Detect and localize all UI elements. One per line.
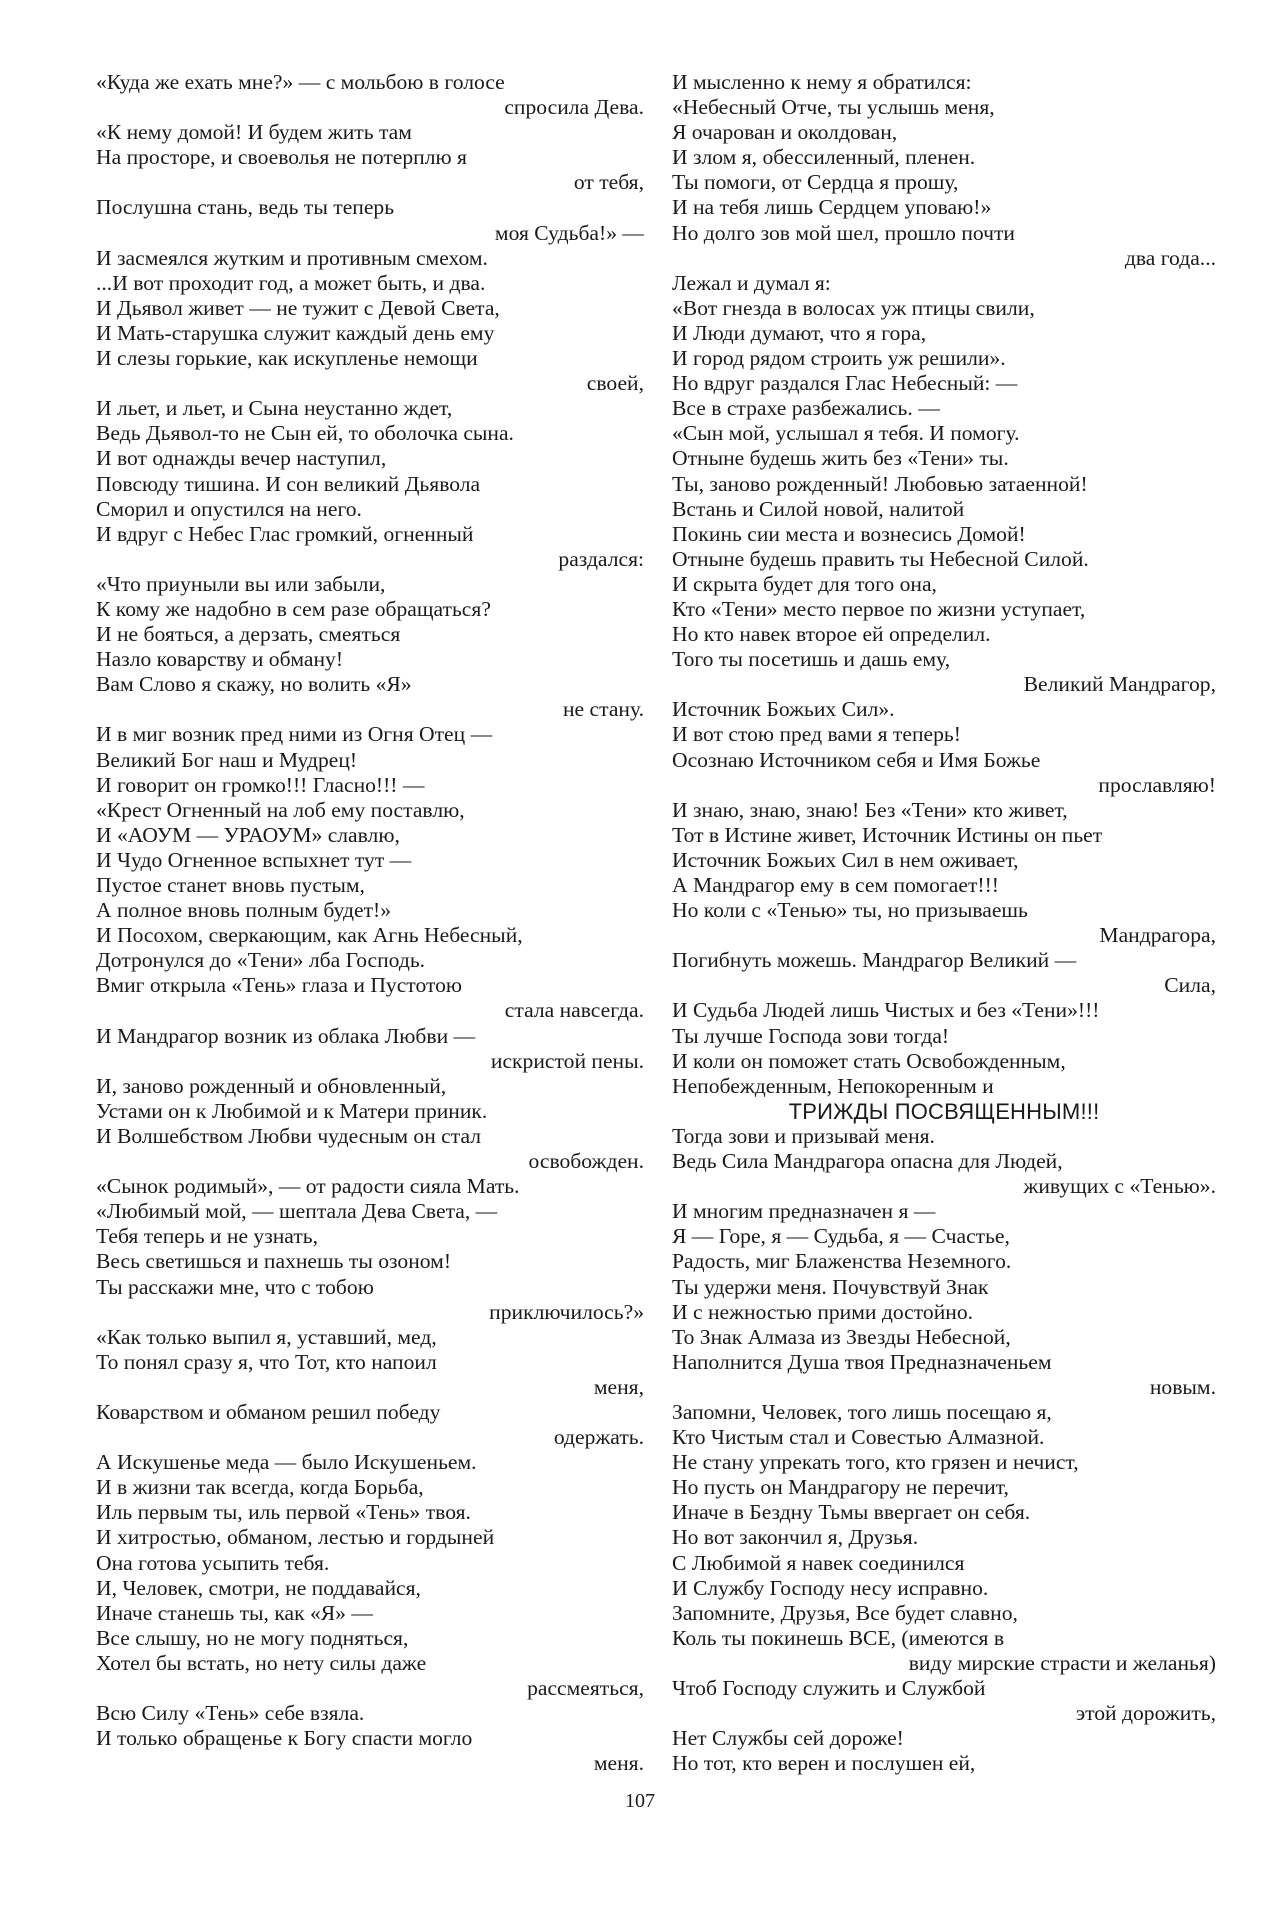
- text-line: И Мандрагор возник из облака Любви —: [96, 1023, 476, 1048]
- text-line: Запомните, Друзья, Все будет славно,: [672, 1600, 1018, 1625]
- text-line: Все в страхе разбежались. —: [672, 396, 940, 421]
- text-line: «Куда же ехать мне?» — с мольбою в голосе: [96, 70, 505, 94]
- text-line: «К нему домой! И будем жить там: [96, 120, 412, 145]
- text-line: Дотронулся до «Тени» лба Господь.: [96, 948, 426, 973]
- text-line: Весь светишься и пахнешь ты озоном!: [96, 1249, 452, 1274]
- text-line: И Посохом, сверкающим, как Агнь Небесный,: [96, 923, 523, 948]
- text-line: И в миг возник пред ними из Огня Отец —: [96, 722, 493, 747]
- text-line: Наполнится Душа твоя Предназначеньем: [672, 1349, 1052, 1374]
- text-line: Иль первым ты, иль первой «Тень» твоя.: [96, 1500, 471, 1525]
- text-line: «Крест Огненный на лоб ему поставлю,: [96, 797, 465, 822]
- text-line: Запомни, Человек, того лишь посещаю я,: [672, 1399, 1052, 1424]
- text-line: Источник Божьих Сил».: [672, 697, 895, 722]
- text-line: Источник Божьих Сил в нем оживает,: [672, 847, 1019, 872]
- text-line: На просторе, и своеволья не потерплю я: [96, 145, 467, 170]
- text-line: То понял сразу я, что Тот, кто напоил: [96, 1349, 437, 1374]
- text-line: К кому же надобно в сем разе обращаться?: [96, 596, 491, 621]
- text-line: Погибнуть можешь. Мандрагор Великий —: [672, 948, 1077, 973]
- text-line: Все слышу, но не могу подняться,: [96, 1625, 409, 1650]
- page-number: 107: [625, 1790, 655, 1812]
- left-text-column: [96, 70, 644, 1776]
- text-line: Иначе в Бездну Тьмы ввергает он себя.: [672, 1500, 1031, 1525]
- text-line: И в жизни так всегда, когда Борьба,: [96, 1475, 424, 1500]
- text-line: И коли он поможет стать Освобожденным,: [672, 1048, 1066, 1073]
- text-line: спросила Дева.: [504, 95, 644, 120]
- text-line: меня,: [593, 1374, 644, 1399]
- text-line: прославляю!: [1098, 772, 1216, 797]
- text-line: А Мандрагор ему в сем помогает!!!: [672, 873, 999, 897]
- text-line: новым.: [1149, 1374, 1216, 1399]
- text-line: И Дьявол живет — не тужит с Девой Света,: [96, 295, 500, 320]
- text-line: Но вот закончил я, Друзья.: [672, 1525, 919, 1550]
- text-line: живущих с «Тенью».: [1023, 1174, 1216, 1199]
- text-line: Хотел бы встать, но нету силы даже: [96, 1650, 427, 1675]
- text-line: И многим предназначен я —: [672, 1199, 936, 1224]
- text-line: Устами он к Любимой и к Матери приник.: [96, 1098, 488, 1123]
- text-line: Тебя теперь и не узнать,: [96, 1224, 319, 1249]
- text-line: Коль ты покинешь ВСЕ, (имеются в: [672, 1625, 1005, 1650]
- text-line: И «АОУМ — УРАОУМ» славлю,: [96, 822, 400, 847]
- text-line: Ты лучше Господа зови тогда!: [672, 1023, 950, 1048]
- text-line: И только обращенье к Богу спасти могло: [96, 1726, 473, 1751]
- text-line: Пустое станет вновь пустым,: [96, 873, 365, 897]
- text-line: своей,: [586, 371, 644, 396]
- text-line: «Вот гнезда в волосах уж птицы свили,: [672, 295, 1035, 320]
- text-line: И вот стою пред вами я теперь!: [672, 722, 961, 747]
- text-line: Иначе станешь ты, как «Я» —: [96, 1600, 373, 1625]
- right-text-column: [672, 70, 1216, 1776]
- text-line: Я очарован и околдован,: [672, 120, 898, 145]
- text-line: И Чудо Огненное вспыхнет тут —: [96, 847, 412, 872]
- text-line: Всю Силу «Тень» себе взяла.: [96, 1701, 365, 1726]
- text-line: И скрыта будет для того она,: [672, 571, 937, 596]
- text-line: «Как только выпил я, уставший, мед,: [96, 1324, 437, 1349]
- text-line: Тогда зови и призывай меня.: [672, 1123, 935, 1148]
- text-line: Того ты посетишь и дашь ему,: [672, 647, 951, 672]
- text-line: И Люди думают, что я гора,: [672, 320, 927, 345]
- text-line: И на тебя лишь Сердцем уповаю!»: [672, 195, 992, 220]
- text-line: Ты расскажи мне, что с тобою: [96, 1274, 374, 1299]
- text-line: Я — Горе, я — Судьба, я — Счастье,: [672, 1224, 1010, 1249]
- text-line: А Искушенье меда — было Искушеньем.: [96, 1450, 477, 1475]
- text-line: Чтоб Господу служить и Службой: [672, 1676, 986, 1700]
- text-line: Но кто навек второе ей определил.: [672, 622, 991, 647]
- text-line: этой дорожить,: [1075, 1701, 1216, 1726]
- text-line: Сила,: [1164, 973, 1216, 998]
- text-line: Ведь Дьявол-то не Сын ей, то оболочка сына.: [96, 421, 514, 446]
- text-line: Но пусть он Мандрагору не перечит,: [672, 1475, 1009, 1500]
- text-line: И льет, и льет, и Сына неустанно ждет,: [96, 396, 453, 421]
- text-line: Покинь сии места и вознесись Домой!: [672, 521, 1026, 546]
- text-line: два года...: [1124, 245, 1216, 270]
- text-line: Отныне будешь править ты Небесной Силой.: [672, 546, 1089, 571]
- text-line: Великий Мандрагор,: [1023, 672, 1216, 697]
- text-line: Кто Чистым стал и Совестью Алмазной.: [672, 1425, 1045, 1450]
- text-line: И, заново рожденный и обновленный,: [96, 1073, 447, 1098]
- text-line: И Волшебством Любви чудесным он стал: [96, 1123, 482, 1148]
- text-line: не стану.: [563, 697, 644, 722]
- text-line: И Мать-старушка служит каждый день ему: [96, 320, 495, 345]
- text-line: И Службу Господу несу исправно.: [672, 1575, 989, 1600]
- text-line: Но вдруг раздался Глас Небесный: —: [672, 371, 1018, 396]
- text-line: Тот в Истине живет, Источник Истины он пьет: [672, 822, 1103, 847]
- text-line: Ведь Сила Мандрагора опасна для Людей,: [672, 1149, 1063, 1174]
- text-line: одержать.: [553, 1425, 644, 1450]
- text-line: Не стану упрекать того, кто грязен и нечист,: [672, 1450, 1079, 1475]
- text-line: И злом я, обессиленный, пленен.: [672, 145, 976, 170]
- text-line: А полное вновь полным будет!»: [96, 898, 391, 923]
- text-line: Назло коварству и обману!: [96, 647, 344, 672]
- text-line: Встань и Силой новой, налитой: [672, 496, 965, 521]
- text-line: «Что приуныли вы или забыли,: [96, 571, 386, 596]
- text-line: ТРИЖДЫ ПОСВЯЩЕННЫМ!!!: [788, 1098, 1100, 1124]
- text-line: меня.: [593, 1751, 644, 1776]
- text-line: И знаю, знаю, знаю! Без «Тени» кто живет,: [672, 797, 1068, 822]
- text-line: Но тот, кто верен и послушен ей,: [672, 1751, 976, 1776]
- text-line: И, Человек, смотри, не поддавайся,: [96, 1575, 421, 1600]
- text-line: Коварством и обманом решил победу: [96, 1399, 441, 1424]
- text-line: Мандрагора,: [1099, 923, 1216, 948]
- text-line: Лежал и думал я:: [672, 270, 831, 295]
- text-line: виду мирские страсти и желанья): [908, 1650, 1216, 1675]
- text-line: «Небесный Отче, ты услышь меня,: [672, 95, 995, 120]
- text-line: Радость, миг Блаженства Неземного.: [672, 1249, 1012, 1274]
- text-line: «Любимый мой, — шептала Дева Света, —: [96, 1199, 498, 1224]
- text-line: от тебя,: [573, 170, 644, 195]
- text-line: И мысленно к нему я обратился:: [672, 70, 972, 94]
- text-line: Повсюду тишина. И сон великий Дьявола: [96, 471, 481, 496]
- text-line: искристой пены.: [490, 1048, 644, 1073]
- text-line: То Знак Алмаза из Звезды Небесной,: [672, 1324, 1011, 1349]
- text-line: Кто «Тени» место первое по жизни уступает,: [672, 596, 1086, 621]
- text-line: Непобежденным, Непокоренным и: [672, 1073, 994, 1098]
- text-line: освобожден.: [528, 1149, 644, 1174]
- text-line: И Судьба Людей лишь Чистых и без «Тени»!!!: [672, 998, 1100, 1023]
- text-line: рассмеяться,: [527, 1676, 644, 1700]
- text-line: «Сын мой, услышал я тебя. И помогу.: [672, 421, 1020, 446]
- text-line: Сморил и опустился на него.: [96, 496, 362, 521]
- text-line: И не бояться, а дерзать, смеяться: [96, 622, 401, 647]
- text-line: приключилось?»: [489, 1299, 644, 1324]
- text-line: И вдруг с Небес Глас громкий, огненный: [96, 521, 474, 546]
- text-line: Но коли с «Тенью» ты, но призываешь: [672, 898, 1028, 923]
- text-line: И говорит он громко!!! Гласно!!! —: [96, 772, 425, 797]
- text-line: И вот однажды вечер наступил,: [96, 446, 387, 471]
- text-line: С Любимой я навек соединился: [672, 1550, 965, 1575]
- text-line: Ты удержи меня. Почувствуй Знак: [672, 1274, 989, 1299]
- text-line: ...И вот проходит год, а может быть, и два.: [96, 270, 486, 295]
- text-line: И хитростью, обманом, лестью и гордыней: [96, 1525, 495, 1550]
- text-line: Осознаю Источником себя и Имя Божье: [672, 747, 1041, 772]
- text-line: раздался:: [558, 546, 644, 571]
- text-line: Вам Слово я скажу, но волить «Я»: [96, 672, 412, 697]
- text-line: Но долго зов мой шел, прошло почти: [672, 220, 1015, 245]
- text-line: И засмеялся жутким и противным смехом.: [96, 245, 488, 270]
- text-line: стала навсегда.: [504, 998, 644, 1023]
- text-line: Отныне будешь жить без «Тени» ты.: [672, 446, 1009, 471]
- text-line: И с нежностью прими достойно.: [672, 1299, 974, 1324]
- text-line: Нет Службы сей дороже!: [672, 1726, 904, 1751]
- text-line: Ты помоги, от Сердца я прошу,: [672, 170, 959, 195]
- text-line: Она готова усыпить тебя.: [96, 1550, 330, 1575]
- text-line: Великий Бог наш и Мудрец!: [96, 747, 358, 772]
- text-line: «Сынок родимый», — от радости сияла Мать.: [96, 1174, 520, 1199]
- text-line: И слезы горькие, как искупленье немощи: [96, 346, 478, 371]
- text-line: моя Судьба!» —: [494, 220, 644, 245]
- text-line: И город рядом строить уж решили».: [672, 346, 1006, 371]
- text-line: Вмиг открыла «Тень» глаза и Пустотою: [96, 973, 463, 998]
- text-line: Послушна стань, ведь ты теперь: [96, 195, 395, 220]
- text-line: Ты, заново рожденный! Любовью затаенной!: [672, 471, 1088, 496]
